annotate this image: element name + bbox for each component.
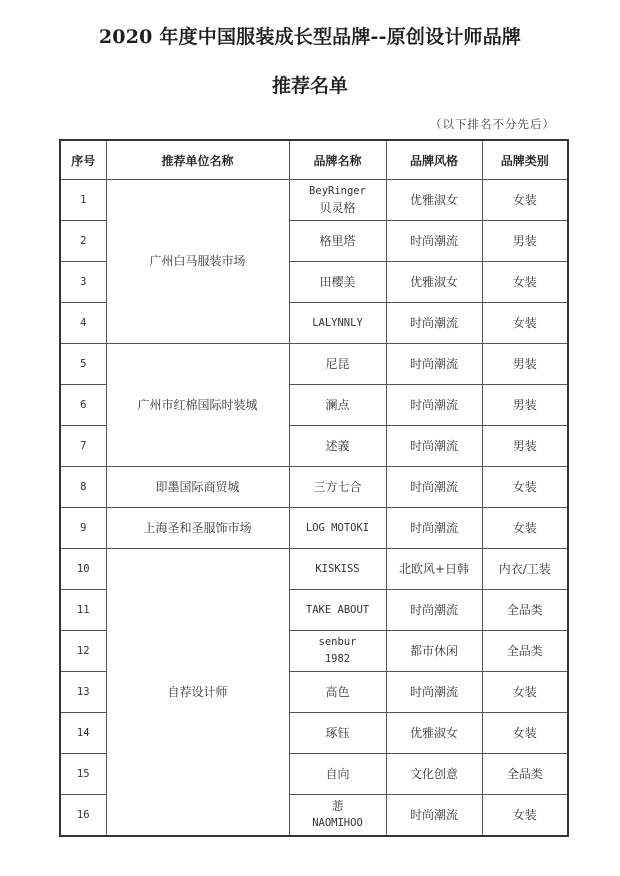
brand-style: 时尚潮流 — [386, 385, 482, 426]
brand-category: 全品类 — [482, 754, 568, 795]
brand-name-line1: TAKE ABOUT — [305, 603, 370, 616]
row-number: 13 — [60, 672, 106, 713]
brand-name-line1: BeyRinger — [309, 185, 366, 197]
brand-category: 女装 — [482, 795, 568, 837]
brand-name-line1: 述義 — [325, 438, 350, 453]
brand-name-line1: 琢钰 — [325, 725, 350, 740]
table-row — [60, 467, 568, 508]
brand-category: 女装 — [482, 508, 568, 549]
brand-style: 都市休闲 — [386, 631, 482, 672]
header-brand: 品牌名称 — [289, 140, 386, 180]
brand-style: 优雅淑女 — [386, 262, 482, 303]
brand-name — [289, 385, 386, 426]
brand-name-line1: 蕜 — [331, 799, 344, 813]
brand-name — [289, 467, 386, 508]
recommending-unit: 即墨国际商贸城 — [106, 467, 289, 508]
brand-name-line1: KISKISS — [315, 562, 360, 575]
recommending-unit: 广州白马服装市场 — [106, 180, 289, 344]
brand-style: 时尚潮流 — [386, 344, 482, 385]
table-body — [60, 180, 568, 837]
brand-category: 男装 — [482, 385, 568, 426]
brand-style: 时尚潮流 — [386, 672, 482, 713]
brand-style: 文化创意 — [386, 754, 482, 795]
brand-name-line1: senbur — [318, 636, 357, 648]
row-number: 1 — [60, 180, 106, 221]
header-category: 品牌类别 — [482, 140, 568, 180]
brand-category: 女装 — [482, 467, 568, 508]
brand-style: 时尚潮流 — [386, 508, 482, 549]
brand-category: 女装 — [482, 262, 568, 303]
brand-name — [289, 426, 386, 467]
brand-category: 全品类 — [482, 590, 568, 631]
brand-style: 时尚潮流 — [386, 590, 482, 631]
brand-name-line1: 自向 — [325, 766, 350, 781]
table-row — [60, 344, 568, 385]
brand-name-line1: 高色 — [325, 684, 350, 699]
brand-name-line1: 三方七合 — [313, 479, 362, 494]
brand-category: 男装 — [482, 221, 568, 262]
brand-category: 内衣/工装 — [482, 549, 568, 590]
brand-style: 时尚潮流 — [386, 221, 482, 262]
brand-name-line1: 尼昆 — [325, 356, 350, 371]
brand-style: 时尚潮流 — [386, 467, 482, 508]
row-number: 6 — [60, 385, 106, 426]
row-number: 16 — [60, 795, 106, 837]
brand-category: 女装 — [482, 303, 568, 344]
brand-style: 北欧风+日韩 — [386, 549, 482, 590]
brand-name-line1: LALYNNLY — [312, 316, 363, 329]
brand-style: 时尚潮流 — [386, 795, 482, 837]
brand-name — [289, 344, 386, 385]
recommending-unit: 自荐设计师 — [106, 549, 289, 837]
document-title: 2020 年度中国服装成长型品牌--原创设计师品牌 — [98, 26, 522, 48]
brand-name — [289, 303, 386, 344]
brand-name — [289, 180, 386, 221]
header-unit: 推荐单位名称 — [106, 140, 289, 180]
recommending-unit: 广州市红棉国际时装城 — [106, 344, 289, 467]
brand-style: 优雅淑女 — [386, 713, 482, 754]
brand-style: 时尚潮流 — [386, 303, 482, 344]
recommending-unit: 上海圣和圣服饰市场 — [106, 508, 289, 549]
row-number: 9 — [60, 508, 106, 549]
brand-list-table — [59, 139, 569, 837]
table-row — [60, 508, 568, 549]
row-number: 3 — [60, 262, 106, 303]
brand-name — [289, 795, 386, 837]
header-style: 品牌风格 — [386, 140, 482, 180]
brand-name-line2: 1982 — [324, 653, 351, 665]
row-number: 11 — [60, 590, 106, 631]
brand-name-line2: NAOMIHOO — [312, 817, 363, 829]
brand-category: 女装 — [482, 672, 568, 713]
row-number: 7 — [60, 426, 106, 467]
brand-name-line1: 澜点 — [325, 397, 350, 412]
brand-category: 男装 — [482, 344, 568, 385]
brand-name — [289, 221, 386, 262]
brand-name-line1: 田樱美 — [319, 274, 356, 289]
brand-name — [289, 713, 386, 754]
brand-category: 男装 — [482, 426, 568, 467]
brand-name — [289, 549, 386, 590]
brand-style: 时尚潮流 — [386, 426, 482, 467]
row-number: 14 — [60, 713, 106, 754]
brand-name-line2: 贝灵格 — [319, 201, 356, 215]
document-subtitle: 推荐名单 — [271, 75, 348, 97]
row-number: 2 — [60, 221, 106, 262]
row-number: 4 — [60, 303, 106, 344]
brand-name — [289, 508, 386, 549]
header-no: 序号 — [60, 140, 106, 180]
brand-name — [289, 262, 386, 303]
table-row — [60, 180, 568, 221]
row-number: 8 — [60, 467, 106, 508]
brand-name-line1: 格里塔 — [319, 233, 356, 248]
table-header-row — [60, 140, 568, 180]
table-row — [60, 549, 568, 590]
row-number: 12 — [60, 631, 106, 672]
brand-category: 全品类 — [482, 631, 568, 672]
brand-name — [289, 631, 386, 672]
brand-name — [289, 754, 386, 795]
brand-category: 女装 — [482, 713, 568, 754]
brand-category: 女装 — [482, 180, 568, 221]
brand-style: 优雅淑女 — [386, 180, 482, 221]
ordering-note: （以下排名不分先后） — [430, 117, 555, 131]
row-number: 10 — [60, 549, 106, 590]
brand-name — [289, 672, 386, 713]
brand-name — [289, 590, 386, 631]
row-number: 15 — [60, 754, 106, 795]
brand-name-line1: LOG MOTOKI — [305, 521, 370, 534]
row-number: 5 — [60, 344, 106, 385]
